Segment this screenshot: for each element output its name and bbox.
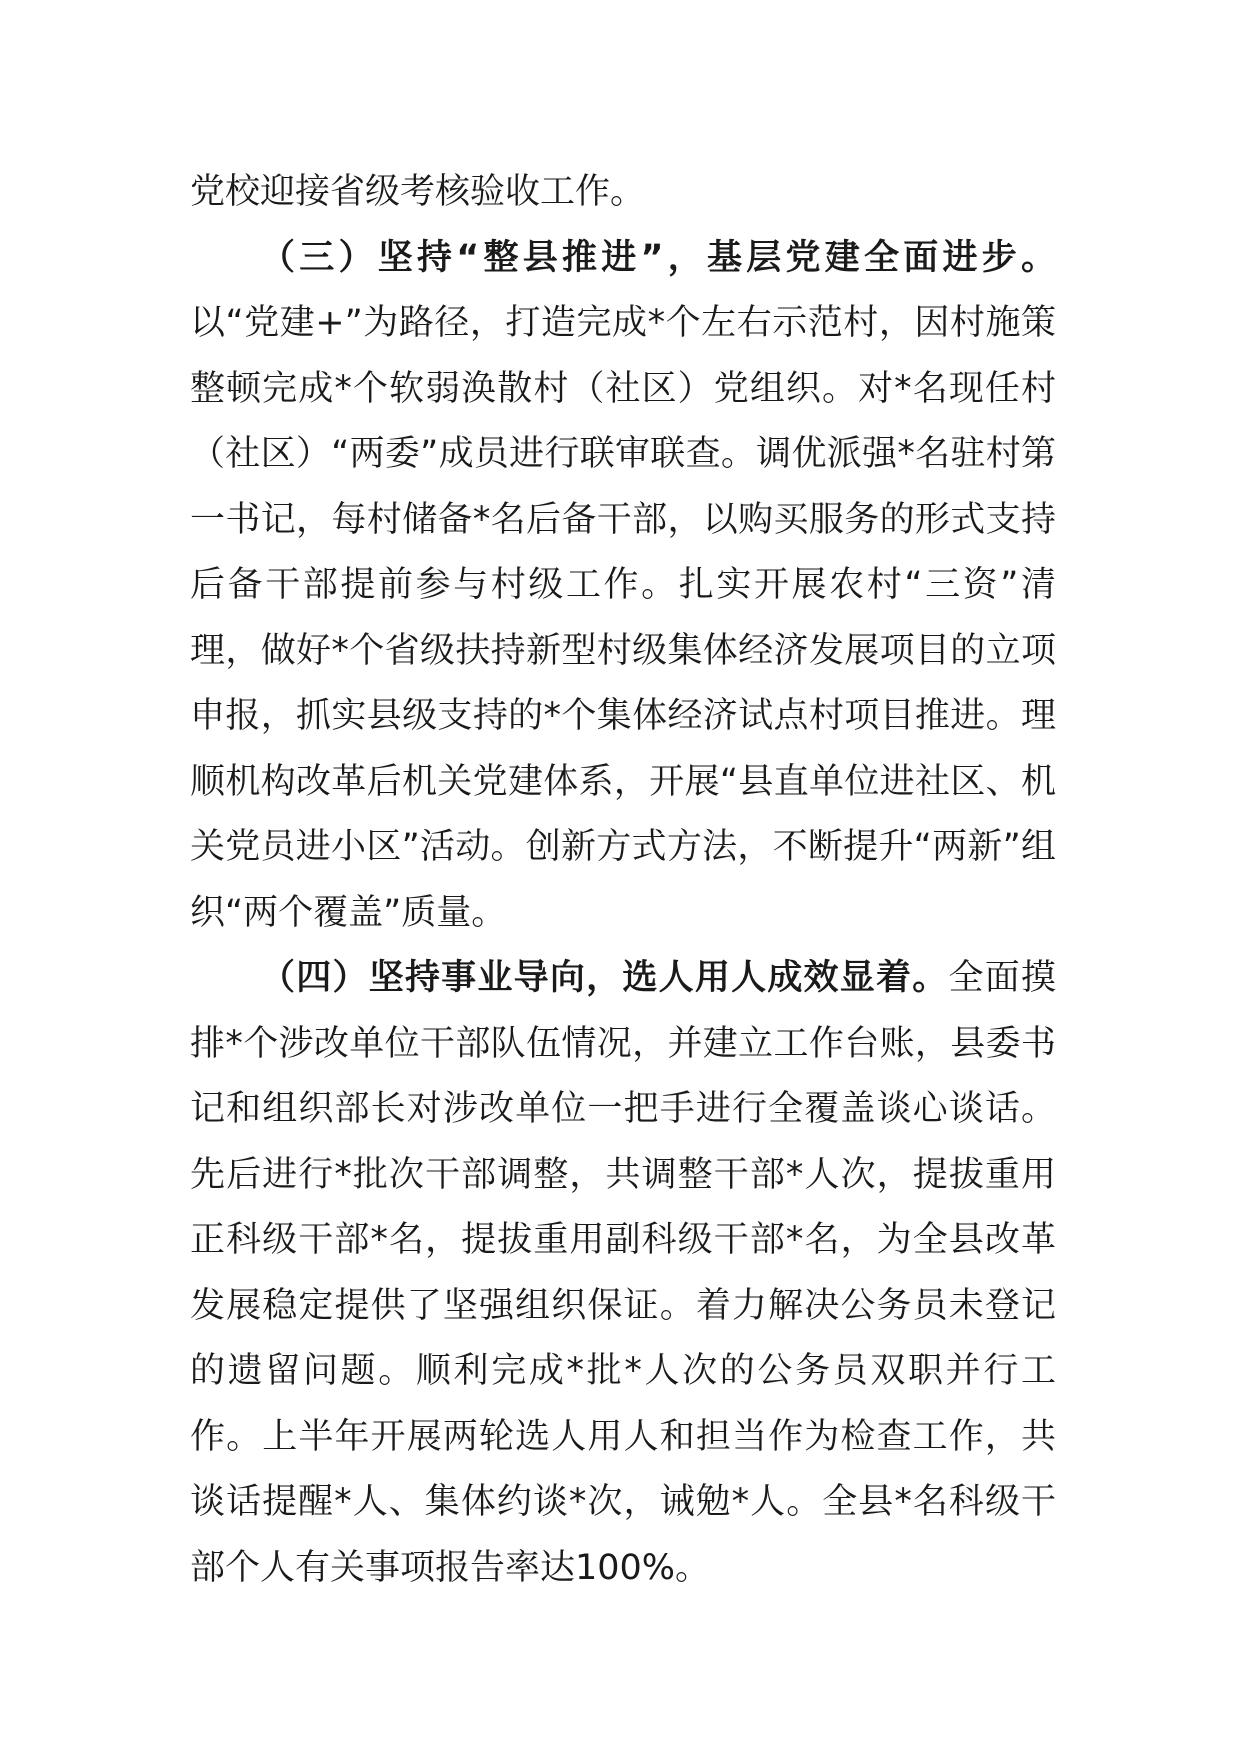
paragraph-body: 以“党建+”为路径，打造完成*个左右示范村，因村施策整顿完成*个软弱涣散村（社区）党组织。对*名现任村（社区）“两委”成员进行联审联查。调优派强*名驻村第一书记，每村储备*名后备干部，以购买服务的形式支持后备干部提前参与村级工作。扎实开展农村“三资”清理，做好*个省级扶持新型村级集体经济发展项目的立项申报，抓实县级支持的*个集体经济试点村项目推进。理顺机构改革后机关党建体系，开展“县直单位进社区、机关党员进小区”活动。创新方式方法，不断提升“两新”组织“两个覆盖”质量。	[190, 303, 1056, 933]
paragraph-continuation	[190, 160, 1056, 226]
paragraph-section-three	[190, 226, 1056, 947]
section-heading: （三）坚持“整县推进”，基层党建全面进步。	[260, 237, 1056, 278]
section-heading: （四）坚持事业导向，选人用人成效显着。	[260, 958, 949, 998]
paragraph-section-four	[190, 946, 1056, 1601]
paragraph-body: 全面摸排*个涉改单位干部队伍情况，并建立工作台账，县委书记和组织部长对涉改单位一把手进行全覆盖谈心谈话。先后进行*批次干部调整，共调整干部*人次，提拔重用正科级干部*名，提拔重用副科级干部*名，为全县改革发展稳定提供了坚强组织保证。着力解决公务员未登记的遗留问题。顺利完成*批*人次的公务员双职并行工作。上半年开展两轮选人用人和担当作为检查工作，共谈话提醒*人、集体约谈*次，诫勉*人。全县*名科级干部个人有关事项报告率达100%。	[190, 958, 1056, 1588]
paragraph-body: 党校迎接省级考核验收工作。	[190, 172, 646, 212]
document-page	[190, 160, 1056, 1601]
